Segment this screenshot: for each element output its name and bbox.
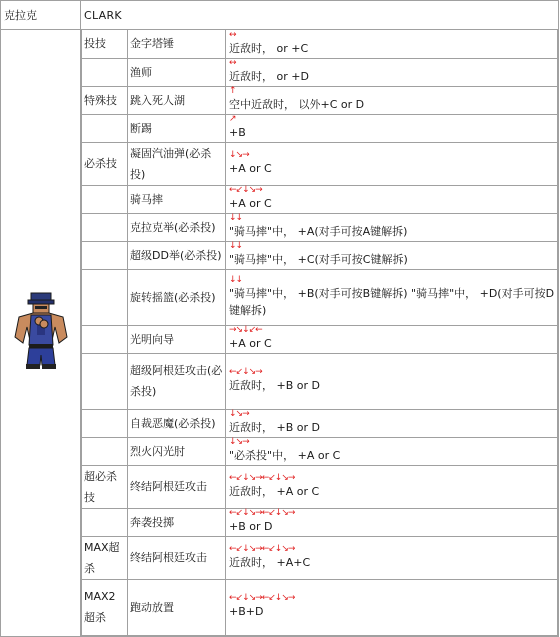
- move-row: [82, 142, 558, 185]
- direction-arrows-icon: ↓↘→: [229, 149, 249, 160]
- direction-arrows-icon: ↔: [229, 29, 236, 40]
- move-name: 断踢: [128, 114, 226, 142]
- direction-arrows-icon: ↓↓: [229, 213, 243, 223]
- character-name-cn: 克拉克: [1, 1, 81, 30]
- command-text: +A or C: [229, 197, 272, 210]
- move-category: 投技: [82, 30, 128, 58]
- move-name: 金字塔锤: [128, 30, 226, 58]
- move-name: 旋转摇篮(必杀投): [128, 269, 226, 325]
- move-category: [82, 508, 128, 536]
- command-text: 空中近敌时， 以外+C or D: [229, 98, 365, 111]
- direction-arrows-icon: ←↙↓↘→: [229, 185, 262, 195]
- move-command: [226, 437, 558, 465]
- move-name: 超级阿根廷攻击(必杀投): [128, 353, 226, 409]
- move-name: 凝固汽油弹(必杀投): [128, 142, 226, 185]
- command-text: "必杀投"中， +A or C: [229, 449, 341, 462]
- move-row: [82, 409, 558, 437]
- command-text: 近敌时， +B or D: [229, 379, 320, 392]
- move-command: [226, 114, 558, 142]
- move-name: 跳入死人湖: [128, 86, 226, 114]
- command-text: 近敌时， +B or D: [229, 421, 320, 434]
- move-command: [226, 269, 558, 325]
- move-row: [82, 213, 558, 241]
- move-name: 跑动放置: [128, 579, 226, 635]
- move-category: MAX超杀: [82, 536, 128, 579]
- move-list: [81, 30, 558, 636]
- command-text: +B: [229, 126, 246, 139]
- move-row: [82, 325, 558, 353]
- move-category: [82, 353, 128, 409]
- direction-arrows-icon: ↑: [229, 86, 236, 96]
- command-text: 近敌时， or +D: [229, 70, 309, 83]
- move-command: [226, 241, 558, 269]
- move-list-cell: [81, 30, 559, 637]
- direction-arrows-icon: ←↙↓↘→: [229, 367, 262, 377]
- command-text: 近敌时， +A+C: [229, 555, 311, 569]
- move-name: 自裁恶魔(必杀投): [128, 409, 226, 437]
- move-command: [226, 409, 558, 437]
- direction-arrows-icon: ↓↘→: [229, 409, 249, 419]
- clark-character-sprite: [11, 291, 71, 371]
- move-name: 克拉克举(必杀投): [128, 213, 226, 241]
- command-text: 近敌时， +A or C: [229, 484, 320, 498]
- move-category: MAX2超杀: [82, 579, 128, 635]
- move-category: [82, 325, 128, 353]
- direction-arrows-icon: ↓↘→: [229, 437, 249, 447]
- direction-arrows-icon: →↘↓↙←: [229, 325, 262, 335]
- move-command: [226, 30, 558, 58]
- move-command: [226, 213, 558, 241]
- direction-arrows-icon: ←↙↓↘→←↙↓↘→: [229, 508, 295, 518]
- command-text: 近敌时， or +C: [229, 41, 309, 55]
- move-category: [82, 58, 128, 86]
- body-row: [1, 30, 559, 637]
- direction-arrows-icon: ↓↓: [229, 274, 243, 285]
- move-command: [226, 325, 558, 353]
- move-row: [82, 579, 558, 635]
- move-category: [82, 409, 128, 437]
- move-command: [226, 579, 558, 635]
- move-row: [82, 437, 558, 465]
- move-row: [82, 536, 558, 579]
- direction-arrows-icon: ↔: [229, 58, 236, 68]
- move-name: 终结阿根廷攻击: [128, 465, 226, 508]
- move-row: [82, 86, 558, 114]
- move-name: 烈火闪光肘: [128, 437, 226, 465]
- move-command: [226, 86, 558, 114]
- command-text: +A or C: [229, 161, 272, 175]
- command-text: "骑马摔"中， +A(对手可按A键解拆): [229, 225, 408, 238]
- move-row: [82, 114, 558, 142]
- move-row: [82, 58, 558, 86]
- move-name: 奔袭投掷: [128, 508, 226, 536]
- move-category: 必杀技: [82, 142, 128, 185]
- direction-arrows-icon: ↓↓: [229, 241, 243, 251]
- move-category: [82, 114, 128, 142]
- move-category: 特殊技: [82, 86, 128, 114]
- move-command: [226, 536, 558, 579]
- command-text: +B+D: [229, 605, 264, 618]
- move-row: [82, 508, 558, 536]
- direction-arrows-icon: ←↙↓↘→←↙↓↘→: [229, 543, 295, 554]
- move-command: [226, 58, 558, 86]
- move-command: [226, 465, 558, 508]
- move-name: 超级DD举(必杀投): [128, 241, 226, 269]
- move-category: 超必杀技: [82, 465, 128, 508]
- command-text: "骑马摔"中， +C(对手可按C键解拆): [229, 253, 408, 266]
- character-name-en: CLARK: [81, 1, 559, 30]
- move-row: [82, 465, 558, 508]
- move-command: [226, 353, 558, 409]
- move-name: 骑马摔: [128, 185, 226, 213]
- move-category: [82, 185, 128, 213]
- move-name: 终结阿根廷攻击: [128, 536, 226, 579]
- move-category: [82, 241, 128, 269]
- header-row: [1, 1, 559, 30]
- move-name: 渔师: [128, 58, 226, 86]
- move-command: [226, 142, 558, 185]
- move-row: [82, 241, 558, 269]
- move-row: [82, 353, 558, 409]
- move-row: [82, 185, 558, 213]
- portrait-cell: [1, 30, 81, 637]
- direction-arrows-icon: ←↙↓↘→←↙↓↘→: [229, 472, 295, 483]
- direction-arrows-icon: ↗: [229, 114, 236, 124]
- move-name: 光明向导: [128, 325, 226, 353]
- command-text: "骑马摔"中， +B(对手可按B键解拆) "骑马摔"中， +D(对手可按D键解拆): [229, 286, 555, 317]
- move-row: [82, 269, 558, 325]
- move-command: [226, 508, 558, 536]
- command-text: +A or C: [229, 337, 272, 350]
- direction-arrows-icon: ←↙↓↘→←↙↓↘→: [229, 593, 295, 603]
- move-category: [82, 269, 128, 325]
- move-row: [82, 30, 558, 58]
- command-text: +B or D: [229, 520, 273, 533]
- move-category: [82, 213, 128, 241]
- move-command: [226, 185, 558, 213]
- move-category: [82, 437, 128, 465]
